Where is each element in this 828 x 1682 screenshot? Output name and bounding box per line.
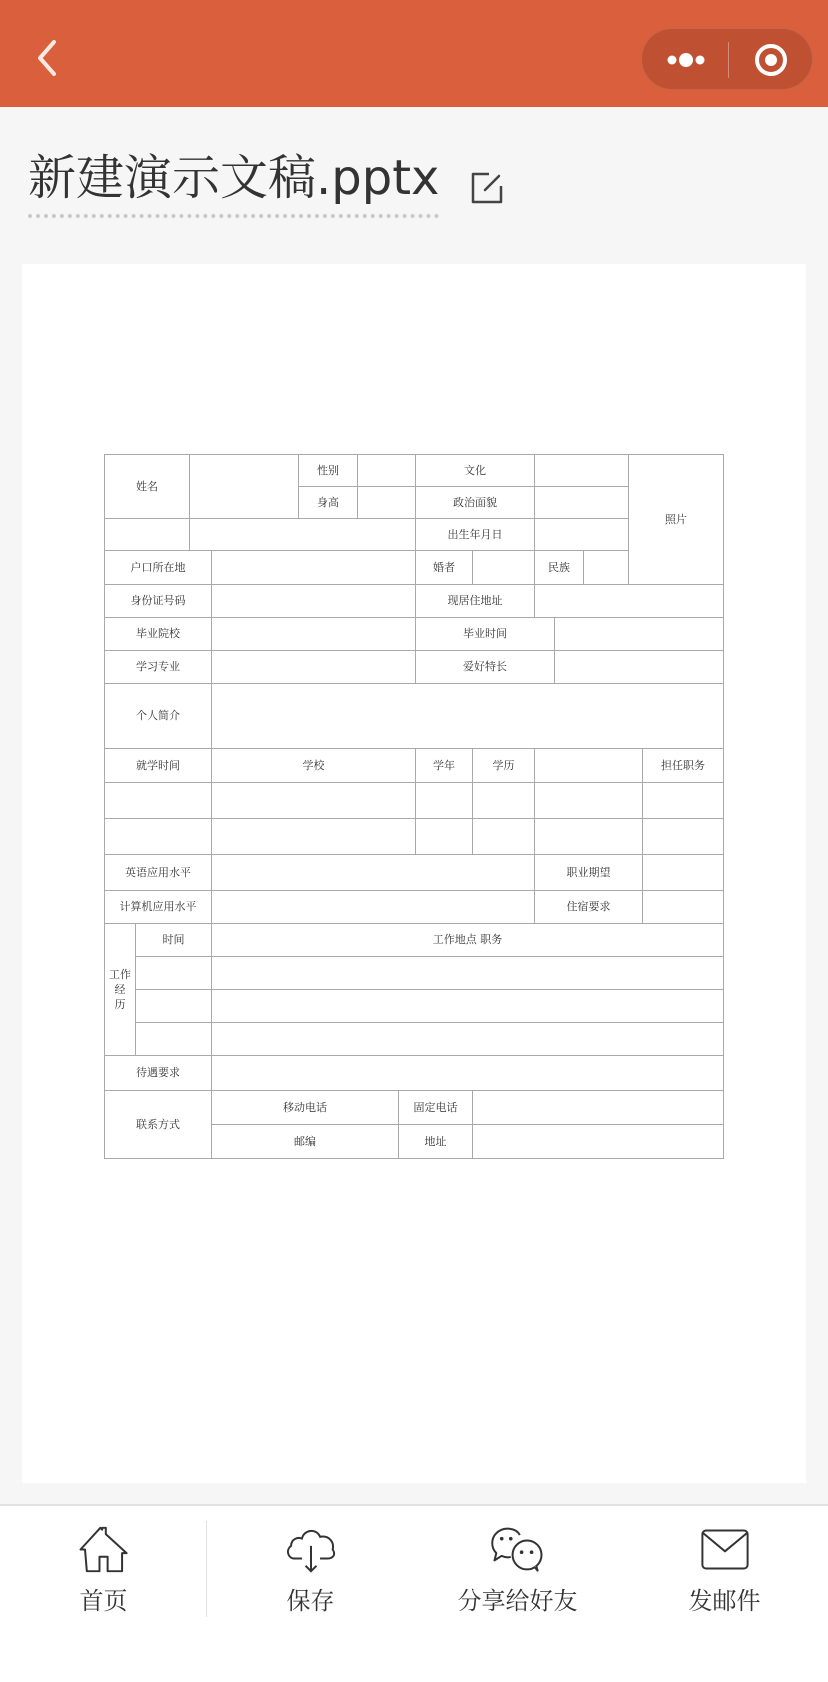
mail-icon: [695, 1526, 755, 1573]
cell-mobile-label: 移动电话: [211, 1090, 399, 1125]
cell-blank: [189, 518, 416, 551]
cell-english-value: [211, 854, 535, 891]
cell-work-time-header: 时间: [135, 923, 212, 957]
tab-home-label: 首页: [79, 1587, 128, 1615]
cell-edu-entry: [534, 782, 643, 819]
home-icon: [74, 1526, 134, 1573]
tab-save[interactable]: [207, 1506, 414, 1616]
cell-edu-entry: [642, 818, 724, 855]
cell-id-value: [211, 584, 416, 618]
cell-hobbies-value: [554, 650, 724, 684]
cell-birth-date-label: 出生年月日: [415, 518, 535, 551]
cell-edu-entry: [104, 818, 212, 855]
cell-edu-entry: [472, 782, 535, 819]
cell-ethnicity-value: [583, 550, 629, 585]
cell-political-status-value: [534, 486, 629, 519]
tab-save-label: 保存: [286, 1587, 335, 1615]
cell-major-value: [211, 650, 416, 684]
cell-work-experience-label: [104, 923, 136, 1056]
work-label-line1: 工作: [109, 968, 131, 981]
work-label-line3: 历: [114, 998, 126, 1011]
cell-work-entry: [211, 989, 724, 1023]
tab-home[interactable]: [0, 1506, 207, 1616]
cell-household-label: 户口所在地: [104, 550, 212, 585]
cell-marital-value: [472, 550, 535, 585]
cell-education-level-label: 文化: [415, 454, 535, 487]
target-circle-icon: [729, 29, 814, 91]
cell-address-label: 地址: [398, 1124, 473, 1159]
cell-english-label: 英语应用水平: [104, 854, 212, 891]
cell-edu-period-header: 就学时间: [104, 748, 212, 783]
tab-email[interactable]: [621, 1506, 828, 1616]
cell-accommodation-label: 住宿要求: [534, 890, 643, 924]
wechat-icon: [486, 1526, 550, 1573]
cell-computer-label: 计算机应用水平: [104, 890, 212, 924]
tab-email-label: 发邮件: [688, 1587, 761, 1615]
back-button[interactable]: [30, 36, 70, 80]
cell-blank: [104, 518, 190, 551]
cell-salary-value: [211, 1055, 724, 1091]
tab-share-label: 分享给好友: [457, 1587, 578, 1615]
mini-program-capsule: [641, 28, 813, 90]
cell-career-value: [642, 854, 724, 891]
cell-edu-entry: [211, 818, 416, 855]
cell-work-place-header: 工作地点 职务: [211, 923, 724, 957]
cell-edu-year-header: 学年: [415, 748, 473, 783]
cell-edu-entry: [472, 818, 535, 855]
cell-photo: 照片: [628, 454, 724, 585]
cell-edu-position-header: 担任职务: [642, 748, 724, 783]
cell-edu-entry: [642, 782, 724, 819]
cell-school-label: 毕业院校: [104, 617, 212, 651]
tab-share[interactable]: [414, 1506, 621, 1616]
cell-edu-entry: [211, 782, 416, 819]
cell-edu-entry: [415, 818, 473, 855]
cell-marital-label: 婚者: [415, 550, 473, 585]
close-button[interactable]: [729, 29, 814, 91]
more-button[interactable]: [642, 29, 728, 91]
cell-accommodation-value: [642, 890, 724, 924]
cell-contact-label: 联系方式: [104, 1090, 212, 1159]
cell-career-label: 职业期望: [534, 854, 643, 891]
cell-self-intro-value: [211, 683, 724, 749]
cell-self-intro-label: 个人简介: [104, 683, 212, 749]
edit-title-button[interactable]: [469, 170, 505, 206]
cell-education-level-value: [534, 454, 629, 487]
cell-computer-value: [211, 890, 535, 924]
cell-edu-entry: [104, 782, 212, 819]
cell-gender-value: [357, 454, 416, 487]
cell-salary-label: 待遇要求: [104, 1055, 212, 1091]
file-title[interactable]: 新建演示文稿.pptx: [28, 148, 439, 218]
cell-ethnicity-label: 民族: [534, 550, 584, 585]
cell-gender-label: 性别: [298, 454, 358, 487]
cell-work-entry: [135, 989, 212, 1023]
top-bar: [0, 0, 828, 107]
slide-preview[interactable]: [22, 264, 806, 1483]
cell-birth-date-value: [534, 518, 629, 551]
chevron-left-icon: [30, 36, 70, 80]
cell-address-value: [472, 1124, 724, 1159]
cell-current-address-value: [534, 584, 724, 618]
resume-form-table: [104, 454, 724, 1159]
cell-work-entry: [135, 956, 212, 990]
cell-household-value: [211, 550, 416, 585]
cell-height-value: [357, 486, 416, 519]
work-label-line2: 经: [114, 983, 126, 996]
cell-current-address-label: 现居住地址: [415, 584, 535, 618]
cell-work-entry: [211, 956, 724, 990]
file-title-row: [28, 148, 505, 218]
cell-edu-entry: [534, 818, 643, 855]
cell-political-status-label: 政治面貌: [415, 486, 535, 519]
cell-school-value: [211, 617, 416, 651]
cloud-download-icon: [281, 1526, 341, 1573]
cell-edu-degree-header: 学历: [472, 748, 535, 783]
cell-graduation-time-label: 毕业时间: [415, 617, 555, 651]
cell-landline-label: 固定电话: [398, 1090, 473, 1125]
cell-name-label: 姓名: [104, 454, 190, 519]
cell-edu-entry: [415, 782, 473, 819]
bottom-toolbar: [0, 1504, 828, 1682]
cell-landline-value: [472, 1090, 724, 1125]
edit-pencil-icon: [469, 170, 505, 206]
cell-work-entry: [211, 1022, 724, 1056]
cell-edu-blank-header: [534, 748, 643, 783]
cell-major-label: 学习专业: [104, 650, 212, 684]
cell-postcode-label: 邮编: [211, 1124, 399, 1159]
cell-edu-school-header: 学校: [211, 748, 416, 783]
more-dots-icon: [642, 29, 728, 91]
cell-work-entry: [135, 1022, 212, 1056]
cell-id-label: 身份证号码: [104, 584, 212, 618]
cell-height-label: 身高: [298, 486, 358, 519]
cell-hobbies-label: 爱好特长: [415, 650, 555, 684]
cell-name-value: [189, 454, 299, 519]
cell-graduation-time-value: [554, 617, 724, 651]
